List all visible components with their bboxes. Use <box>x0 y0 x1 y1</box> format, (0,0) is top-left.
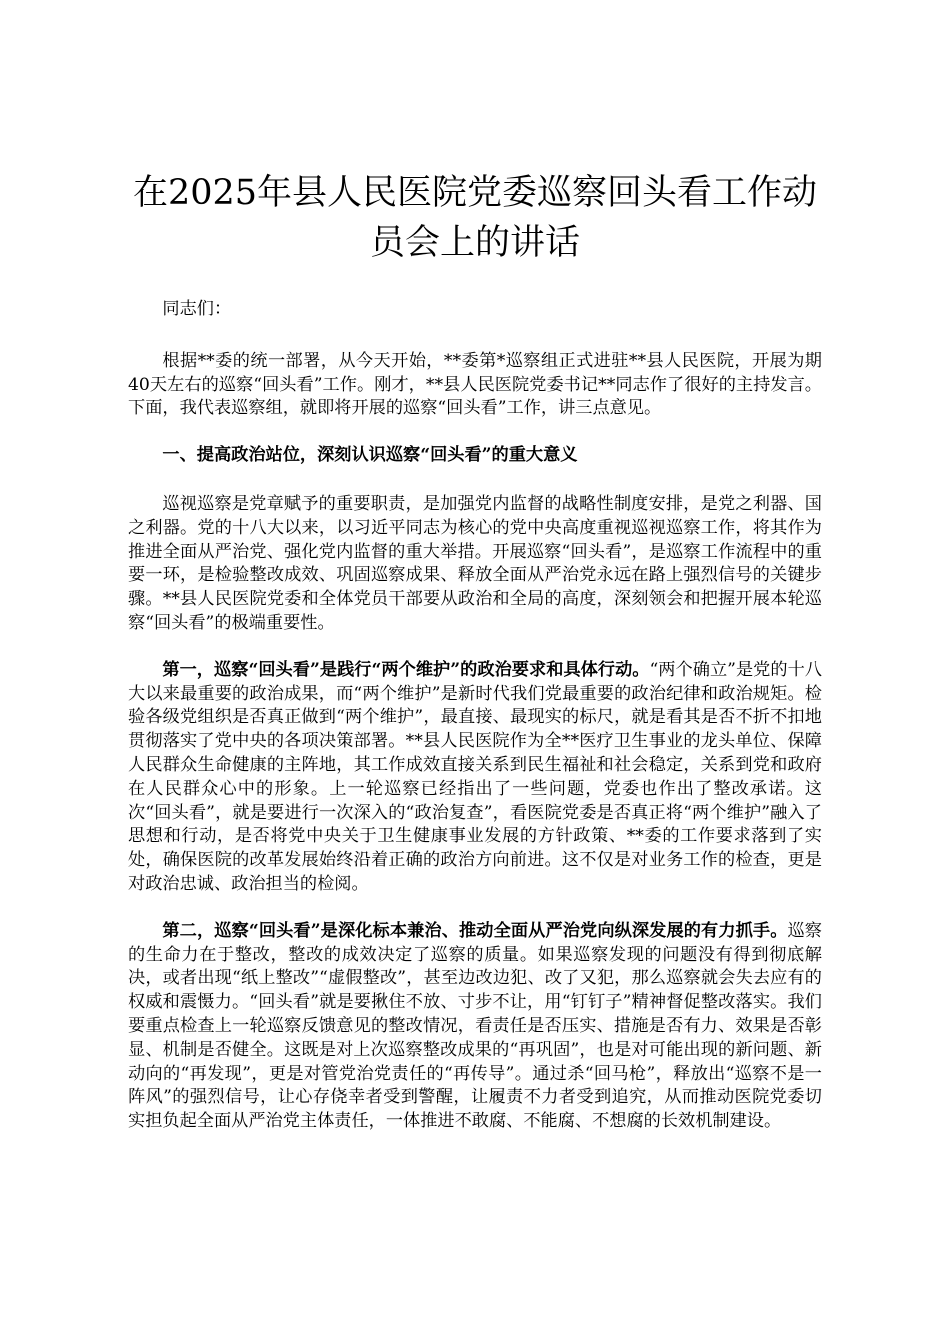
section-1-paragraph: 巡视巡察是党章赋予的重要职责，是加强党内监督的战略性制度安排，是党之利器、国之利器。党的十八大以来，以习近平同志为核心的党中央高度重视巡视巡察工作，将其作为推进全面从严治党、强化党内监督的重大举措。开展巡察“回头看”，是巡察工作流程中的重要一环，是检验整改成效、巩固巡察成果、释放全面从严治党永远在路上强烈信号的关键步骤。**县人民医院党委和全体党员干部要从政治和全局的高度，深刻领会和把握开展本轮巡察“回头看”的极端重要性。 <box>128 493 822 633</box>
point-2-body: 巡察的生命力在于整改，整改的成效决定了巡察的质量。如果巡察发现的问题没有得到彻底解决，或者出现“纸上整改”“虚假整改”，甚至边改边犯、改了又犯，那么巡察就会失去应有的权威和震慑力。“回头看”就是要揪住不放、寸步不让，用“钉钉子”精神督促整改落实。我们要重点检查上一轮巡察反馈意见的整改情况，看责任是否压实、措施是否有力、效果是否彰显、机制是否健全。这既是对上次巡察整改成果的“再巩固”，也是对可能出现的新问题、新动向的“再发现”，更是对管党治党责任的“再传导”。通过杀“回马枪”，释放出“巡察不是一阵风”的强烈信号，让心存侥幸者受到警醒，让履责不力者受到追究，从而推动医院党委切实担负起全面从严治党主体责任，一体推进不敢腐、不能腐、不想腐的长效机制建设。 <box>128 920 822 1132</box>
section-1-heading: 一、提高政治站位，深刻认识巡察“回头看”的重大意义 <box>162 445 578 466</box>
point-1-lead: 第一，巡察“回头看”是践行“两个维护”的政治要求和具体行动。 <box>162 659 650 680</box>
point-1-body: “两个确立”是党的十八大以来最重要的政治成果，而“两个维护”是新时代我们党最重要的政治纪律和政治规矩。检验各级党组织是否真正做到“两个维护”，最直接、最现实的标尺，就是看其是否不折不扣地贯彻落实了党中央的各项决策部署。**县人民医院作为全**医疗卫生事业的龙头单位、保障人民群众生命健康的主阵地，其工作成效直接关系到民生福祉和社会稳定，关系到党和政府在人民群众心中的形象。上一轮巡察已经指出了一些问题，党委也作出了整改承诺。这次“回头看”，就是要进行一次深入的“政治复查”，看医院党委是否真正将“两个维护”融入了思想和行动，是否将党中央关于卫生健康事业发展的方针政策、**委的工作要求落到了实处，确保医院的改革发展始终沿着正确的政治方向前进。这不仅是对业务工作的检查，更是对政治忠诚、政治担当的检阅。 <box>128 659 822 894</box>
point-2-paragraph <box>128 920 822 1134</box>
point-1-paragraph <box>128 659 822 897</box>
greeting: 同志们： <box>162 299 232 319</box>
document-page <box>128 168 822 1157</box>
intro-paragraph: 根据**委的统一部署，从今天开始，**委第*巡察组正式进驻**县人民医院，开展为期40天左右的巡察“回头看”工作。刚才，**县人民医院党委书记**同志作了很好的主持发言。下面，我代表巡察组，就即将开展的巡察“回头看”工作，讲三点意见。 <box>128 350 822 419</box>
document-title: 在2025年县人民医院党委巡察回头看工作动员会上的讲话 <box>132 173 818 263</box>
point-2-lead: 第二，巡察“回头看”是深化标本兼治、推动全面从严治党向纵深发展的有力抓手。 <box>162 920 788 941</box>
